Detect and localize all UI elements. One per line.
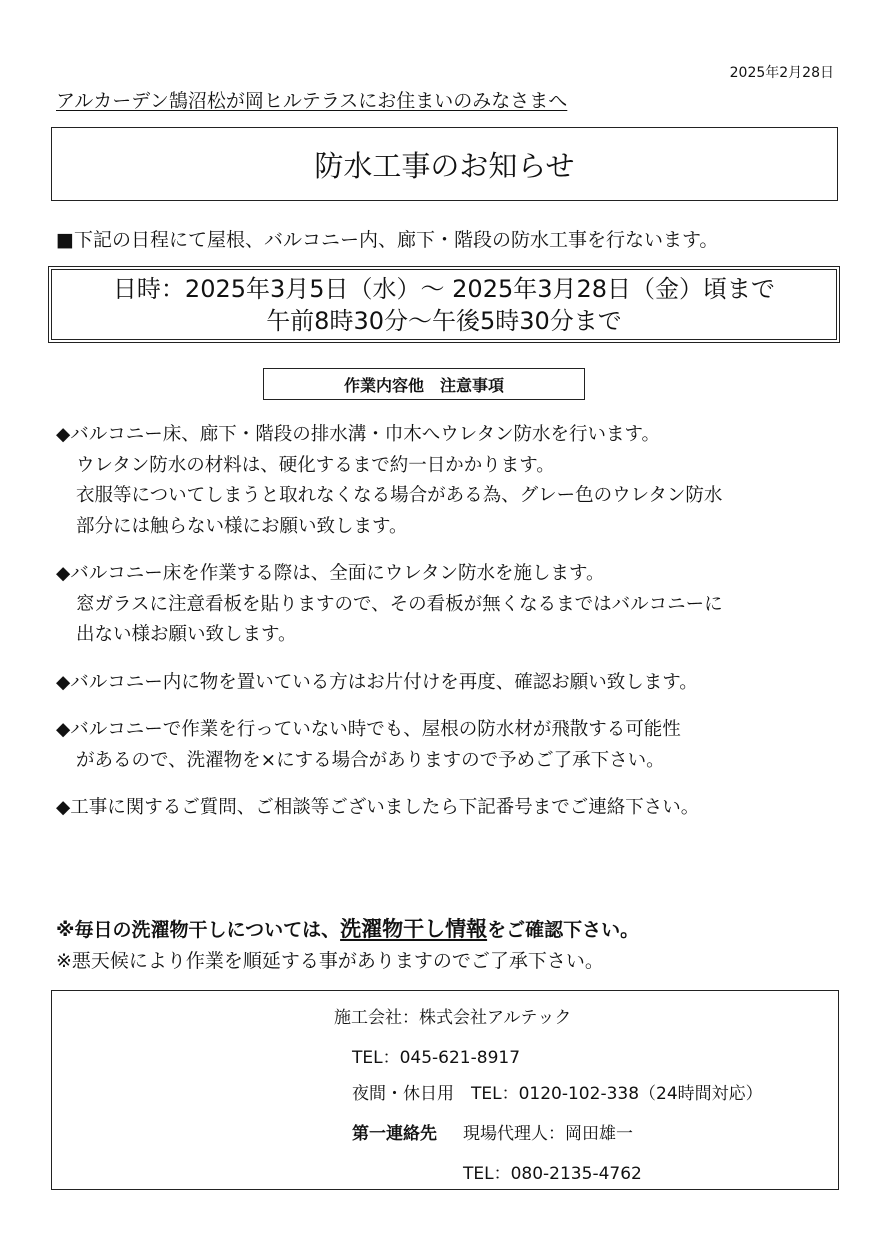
document-date: 2025年2月28日: [729, 65, 834, 81]
laundry-suffix: をご確認下さい。: [487, 919, 640, 941]
note-line: ◆バルコニー床、廊下・階段の排水溝・巾木へウレタン防水を行います。: [56, 424, 661, 445]
laundry-info-link[interactable]: 洗濯物干し情報: [340, 917, 488, 941]
section-heading: 作業内容他 注意事項: [343, 375, 504, 395]
note-line: 窓ガラスに注意看板を貼りますので、その看板が無くなるまではバルコニーに: [76, 593, 723, 615]
representative-tel: TEL：080-2135-4762: [463, 1164, 642, 1184]
schedule-dates: 日時：2025年3月5日（水）～ 2025年3月28日（金）頃まで: [112, 275, 776, 303]
intro-text: ■下記の日程にて屋根、バルコニー内、廊下・階段の防水工事を行ないます。: [56, 229, 719, 251]
site-representative: 現場代理人：岡田雄一: [463, 1124, 633, 1144]
contractor-name: 施工会社：株式会社アルテック: [334, 1008, 572, 1028]
section-heading-box: [263, 368, 585, 400]
contact-box: [51, 990, 839, 1190]
note-item: [56, 420, 846, 542]
laundry-note: [56, 913, 639, 943]
note-line: ◆バルコニー内に物を置いている方はお片付けを再度、確認お願い致します。: [56, 671, 698, 693]
note-line: ◆工事に関するご質問、ご相談等ございましたら下記番号までご連絡下さい。: [56, 797, 700, 818]
note-line: 部分には触らない様にお願い致します。: [76, 515, 408, 537]
page-title: 防水工事のお知らせ: [314, 148, 575, 183]
note-item: [56, 793, 846, 824]
laundry-prefix: ※毎日の洗濯物干しについては、: [56, 919, 341, 941]
schedule-box: [48, 266, 840, 343]
weather-note: ※悪天候により作業を順延する事がありますのでご了承下さい。: [56, 950, 604, 972]
schedule-hours: 午前8時30分～午後5時30分まで: [266, 307, 622, 335]
night-holiday-tel: 夜間・休日用 TEL：0120-102-338（24時間対応）: [352, 1084, 763, 1104]
note-line: ◆バルコニーで作業を行っていない時でも、屋根の防水材が飛散する可能性: [56, 719, 681, 740]
note-item: [56, 715, 846, 776]
note-line: があるので、洗濯物を×にする場合がありますので予めご了承下さい。: [76, 749, 665, 771]
note-item: [56, 559, 846, 651]
notes-list: [56, 420, 846, 841]
contractor-tel: TEL：045-621-8917: [352, 1048, 521, 1068]
recipient-line: アルカーデン鵠沼松が岡ヒルテラスにお住まいのみなさまへ: [56, 90, 568, 112]
note-line: ◆バルコニー床を作業する際は、全面にウレタン防水を施します。: [56, 563, 605, 584]
first-contact-label: 第一連絡先: [352, 1124, 437, 1144]
note-line: 衣服等についてしまうと取れなくなる場合がある為、グレー色のウレタン防水: [76, 485, 723, 506]
note-item: [56, 668, 846, 699]
note-line: 出ない様お願い致します。: [76, 624, 297, 645]
note-line: ウレタン防水の材料は、硬化するまで約一日かかります。: [76, 454, 555, 476]
title-box: [51, 127, 838, 201]
